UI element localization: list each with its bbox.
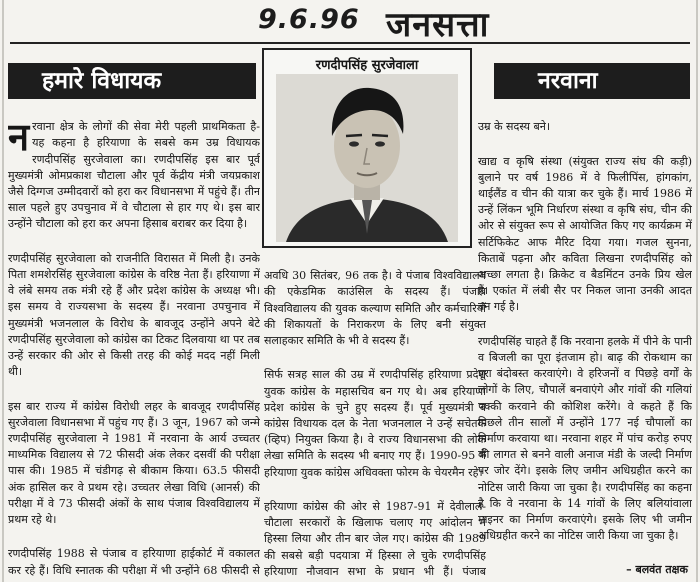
article-column-middle (264, 252, 486, 580)
paragraph: हरियाणा कांग्रेस की ओर से 1987-91 में देवीलाल- चौटाला सरकारों के खिलाफ चलाए गए आंदोलन में हिस्सा लिया और तीन बार जेल गए। कांग्रेस की 1989 की सबसे बड़ी पदयात्रा में हिस्सा ले चुके रणदीपसिंह हरियाणा नौजवान सभा के प्रधान भी हैं। पंजाब (264, 500, 486, 578)
section-heading-left: हमारे विधायक (8, 63, 256, 99)
portrait-photo (276, 74, 458, 242)
paragraph: अवधि 30 सितंबर, 96 तक है। वे पंजाब विश्वविद्यालय की एकेडमिक काउंसिल के सदस्य हैं। पंजाब विश्वविद्यालय की युवक कल्याण समिति और कर्मचारियों की शिकायतों के निराकरण के लिए बनी संयुक्त सलाहकार समिति के भी वे सदस्य हैं। (264, 269, 486, 348)
paragraph: सिर्फ सत्रह साल की उम्र में रणदीपसिंह हरियाणा प्रदेश युवक कांग्रेस के महासचिव बन गए थे। अब हरियाणा प्रदेश कांग्रेस के चुने हुए सदस्य हैं। पूर्व मुख्यमंत्री व कांग्रेस विधायक दल के नेता भजनलाल ने उन्हें सचेतक (व्हिप) नियुक्त किया है। वे राज्य विधानसभा की लोक लेखा समिति के सदस्य भी बनाए गए हैं। 1990-95 में हरियाणा युवक कांग्रेस अधिवक्ता फोरम के चेयरमैन रहे। (264, 368, 486, 479)
paragraph: उम्र के सदस्य बने। (478, 120, 551, 134)
portrait-box (262, 48, 472, 248)
portrait-caption: रणदीपसिंह सुरजेवाला (315, 58, 419, 73)
paragraph-text: रवाना क्षेत्र के लोगों की सेवा मेरी पहली प्राथमिकता है- यह कहना है हरियाणा के सबसे कम उम्र विधायक रणदीपसिंह सुरजेवाला का। रणदीपसिंह इस बार पूर्व मुख्यमंत्री ओमप्रकाश चौटाला और पूर्व केंद्रीय मंत्री जयप्रकाश जैसे दिग्गज उम्मीदवारों को हरा कर विधानसभा में पहुंचे हैं। तीन साल पहले हुए उपचुनाव में वे चौटाला से हार गए थे। इस बार उन्होंने चौटाला को हरा कर अपना हिसाब बराबर कर दिया है। (8, 120, 260, 231)
paragraph (8, 115, 260, 232)
paragraph: रणदीपसिंह 1988 से पंजाब व हरियाणा हाईकोर्ट में वकालत कर रहे हैं। विधि स्नातक की परीक्षा में भी उन्होंने 68 फीसदी से (8, 547, 260, 577)
clipping-date: 9.6.96 (258, 4, 360, 35)
paragraph: इस बार राज्य में कांग्रेस विरोधी लहर के बावजूद रणदीपसिंह सुरजेवाला विधानसभा में पहुंच गए हैं। 3 जून, 1967 को जन्मे रणदीपसिंह सुरजेवाला ने 1981 में नरवाना के आर्य उच्चतर माध्यमिक विद्यालय से 72 फीसदी अंक लेकर दसवीं की परीक्षा पास की। 1985 में चंडीगढ़ से बीकाम किया। 63.5 फीसदी अंक हासिल कर वे प्रथम रहे। उच्चतर लेखा विधि (आनर्स) की परीक्षा में वे 73 फीसदी अंकों के साथ पंजाब विश्वविद्यालय में प्रथम रहे थे। (8, 399, 260, 527)
article-column-left (8, 103, 260, 579)
paragraph: रणदीपसिंह सुरजेवाला को राजनीति विरासत में मिली है। उनके पिता शमशेरसिंह सुरजेवाला कांग्रेस के वरिष्ठ नेता हैं। हरियाणा में वे लंबे समय तक मंत्री रहे हैं और प्रदेश कांग्रेस के अध्यक्ष भी। इस समय वे राज्यसभा के सदस्य हैं। नरवाना उपचुनाव में मुख्यमंत्री भजनलाल के विरोध के बावजूद उन्होंने अपने बेटे रणदीपसिंह सुरजेवाला को कांग्रेस का टिकट दिलवाया था पर तब उन्हें सरकार की ओर से किसी तरह की कोई मदद नहीं मिली थी। (8, 251, 260, 379)
section-heading-right: नरवाना (494, 63, 690, 99)
portrait-illustration (276, 74, 458, 242)
newspaper-name: जनसत्ता (386, 5, 490, 45)
drop-cap: न (8, 115, 30, 160)
paragraph: रणदीपसिंह चाहते हैं कि नरवाना हलके में पीने के पानी व बिजली का पूरा इंतजाम हो। बाढ़ की रोकथाम का पूरा बंदोबस्त करवाएंगे। वे हरिजनों व पिछड़े वर्गों के लोगों के लिए, चौपालें बनवाएंगे और गांवों की गलियां पक्की करवाने की कोशिश करेंगे। वे कहते हैं कि पिछले तीन सालों में उन्होंने 177 नई चौपालों का निर्माण करवाया था। नरवाना शहर में पांच करोड़ रुपए की लागत से बनने वाली अनाज मंडी के जल्दी निर्माण पर जोर देंगे। इसके लिए जमीन अधिग्रहीत करने का नोटिस जारी किया जा चुका है। रणदीपसिंह का कहना है कि वे नरवाना के 14 गांवों के लिए बलियांवाला माइनर का निर्माण करवाएंगे। इसके लिए भी जमीन अधिग्रहीत करने का नोटिस जारी किया जा चुका है। (478, 334, 692, 543)
masthead-rule (10, 42, 690, 44)
paragraph: खाद्य व कृषि संस्था (संयुक्त राज्य संघ की कड़ी) बुलाने पर वर्ष 1986 में वे फिलीपिंस, हांगकांग, थाईलैंड व चीन की यात्रा कर चुके हैं। मार्च 1986 में उन्हें लिंकन भूमि निर्धारण संस्था व कृषि संघ, चीन की ओर से संयुक्त रूप से आयोजित किए गए कार्यक्रम में सर्टिफिकेट आफ मैरिट दिया गया। गजल सुनना, किताबें पढ़ना और कविता लिखना रणदीपसिंह को अच्छा लगता है। क्रिकेट व बैडमिंटन उनके प्रिय खेल हैं। एकांत में लंबी सैर पर निकल जाना उनकी आदत बन गई है। (478, 154, 692, 314)
article-column-right (478, 103, 692, 551)
author-byline: – बलवंत तक्षक (626, 563, 688, 576)
